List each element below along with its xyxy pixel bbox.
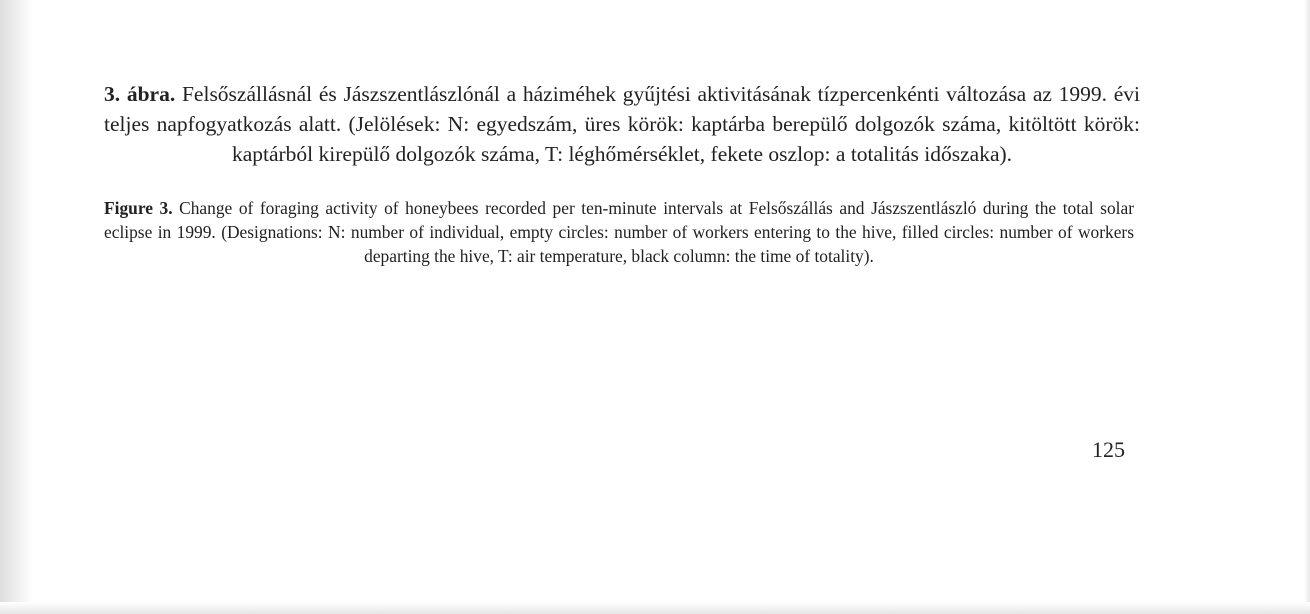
caption-text-hungarian: Felsőszállásnál és Jászszentlászlónál a háziméhek gyűjtési aktivitásának tízpercenkénti változása az 1999. évi teljes napfogyatkozás alatt. (Jelölések: N: egyedszám, üres körök: kaptárba berepülő dolgozók száma, kitöltött körök: kaptárból kirepülő dolgozók száma, T: léghőmérséklet, fekete oszlop: a totalitás időszaka). <box>104 82 1141 166</box>
figure-caption-hungarian <box>104 79 1140 169</box>
page-number: 125 <box>1092 437 1125 462</box>
figure-caption-english <box>104 196 1134 268</box>
scan-bottom-edge-shadow <box>0 602 1310 614</box>
cropped-figure-fragment <box>230 0 1030 3</box>
scan-right-edge-shadow <box>1304 0 1310 614</box>
scan-left-edge-shadow <box>0 0 34 614</box>
figure-label-english: Figure 3. <box>104 198 173 218</box>
caption-text-english: Change of foraging activity of honeybees recorded per ten-minute intervals at Felsőszállás and Jászszentlászló during the total solar eclipse in 1999. (Designations: N: number of individual, empty circles: number of workers entering to the hive, filled circles: number of workers departing the hive, T: air temperature, black column: the time of totality). <box>104 198 1134 266</box>
figure-label-hungarian: 3. ábra. <box>104 82 176 106</box>
